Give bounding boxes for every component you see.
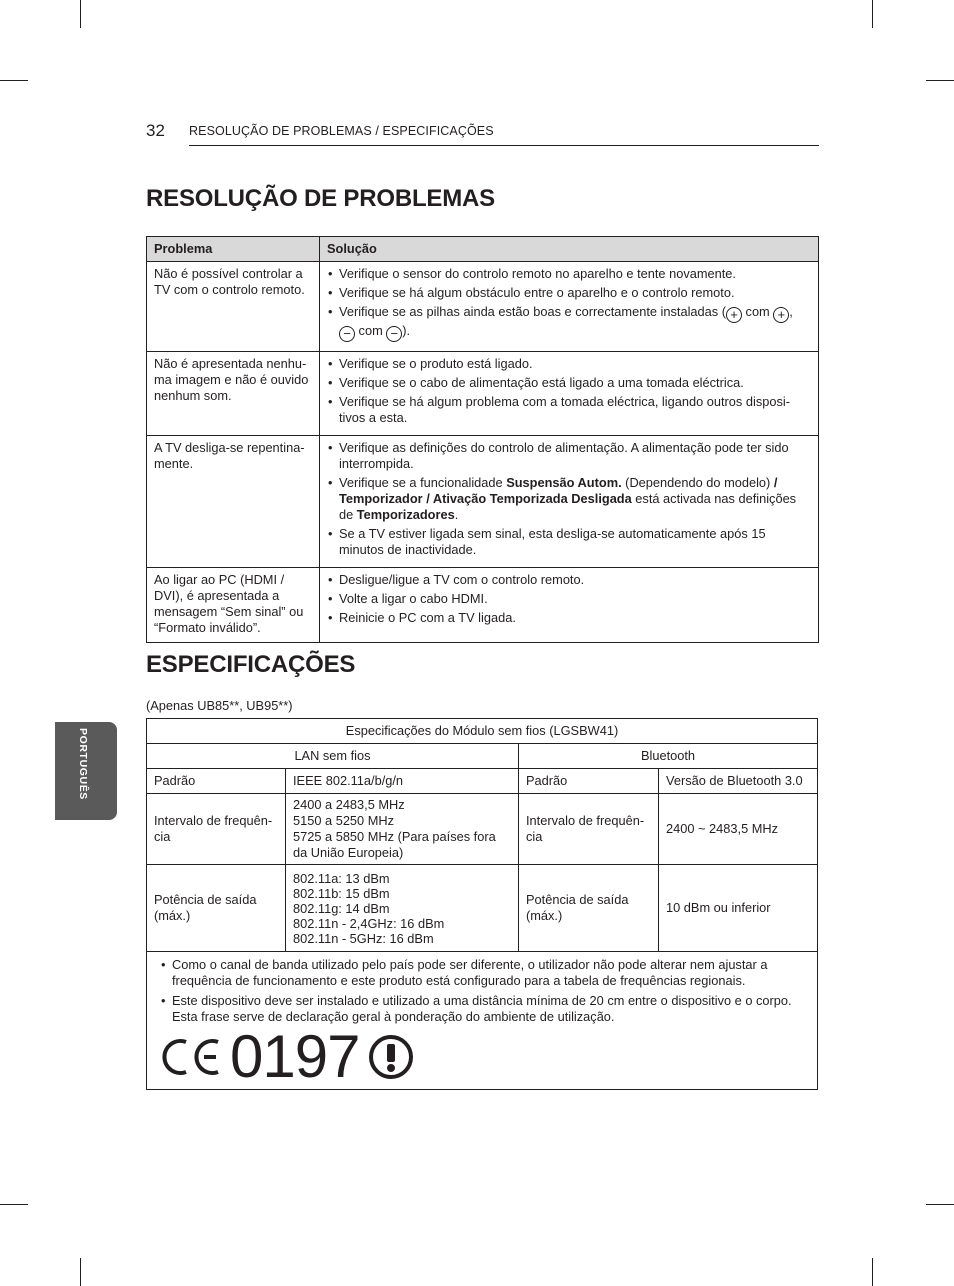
language-tab-label: PORTUGUÊS bbox=[77, 728, 89, 800]
notified-body-number: 0197 bbox=[230, 1023, 360, 1090]
plus-terminal-icon: + bbox=[773, 307, 789, 323]
solution-item: • Verifique o sensor do controlo remoto no aparelho e tente novamente. bbox=[327, 266, 811, 282]
crop-mark bbox=[926, 1204, 954, 1205]
crop-mark bbox=[872, 0, 873, 28]
solution-item: • Verifique se há algum problema com a tomada eléctrica, ligando outros disposi-tivos a esta. bbox=[327, 394, 811, 426]
spec-value: Versão de Bluetooth 3.0 bbox=[659, 769, 818, 794]
col-problem-header: Problema bbox=[147, 237, 320, 262]
spec-label: Intervalo de frequên-cia bbox=[519, 794, 659, 865]
solution-item: • Verifique se o produto está ligado. bbox=[327, 356, 811, 372]
ce-logo-icon bbox=[160, 1037, 224, 1077]
header-rule bbox=[189, 145, 819, 146]
table-row bbox=[147, 794, 818, 865]
solution-cell bbox=[320, 262, 819, 352]
table-row bbox=[147, 436, 819, 568]
table-row bbox=[147, 865, 818, 952]
spec-label: Intervalo de frequên-cia bbox=[147, 794, 286, 865]
solution-item: • Se a TV estiver ligada sem sinal, esta desliga-se automaticamente após 15 minutos de inactividade. bbox=[327, 526, 811, 558]
solution-item: • Verifique se o cabo de alimentação está ligado a uma tomada eléctrica. bbox=[327, 375, 811, 391]
crop-mark bbox=[0, 1204, 28, 1205]
table-row bbox=[147, 744, 818, 769]
running-title: RESOLUÇÃO DE PROBLEMAS / ESPECIFICAÇÕES bbox=[189, 124, 494, 138]
troubleshooting-table bbox=[146, 236, 819, 643]
crop-mark bbox=[926, 80, 954, 81]
bluetooth-header: Bluetooth bbox=[519, 744, 818, 769]
spec-label: Padrão bbox=[519, 769, 659, 794]
notes-cell bbox=[147, 952, 818, 1090]
spec-label: Potência de saída (máx.) bbox=[147, 865, 286, 952]
problem-cell: A TV desliga-se repentina-mente. bbox=[147, 436, 320, 568]
table-row bbox=[147, 262, 819, 352]
solution-item: • Verifique se há algum obstáculo entre o aparelho e o controlo remoto. bbox=[327, 285, 811, 301]
solution-cell bbox=[320, 436, 819, 568]
col-solution-header: Solução bbox=[320, 237, 819, 262]
spec-value: IEEE 802.11a/b/g/n bbox=[286, 769, 519, 794]
problem-cell: Não é apresentada nenhu-ma imagem e não é ouvido nenhum som. bbox=[147, 352, 320, 436]
solution-item: • Verifique se as pilhas ainda estão boas e correctamente instaladas ( + com + , − com − ). bbox=[327, 304, 811, 342]
minus-terminal-icon: − bbox=[339, 326, 355, 342]
ce-mark bbox=[160, 1023, 807, 1090]
specifications-table bbox=[146, 718, 818, 1090]
language-side-tab bbox=[55, 722, 117, 820]
solution-item: • Desligue/ligue a TV com o controlo remoto. bbox=[327, 572, 811, 588]
spec-label: Potência de saída (máx.) bbox=[519, 865, 659, 952]
problem-cell: Não é possível controlar a TV com o controlo remoto. bbox=[147, 262, 320, 352]
problem-cell: Ao ligar ao PC (HDMI / DVI), é apresentada a mensagem “Sem sinal” ou “Formato inválido”. bbox=[147, 568, 320, 643]
minus-terminal-icon: − bbox=[386, 326, 402, 342]
models-note: (Apenas UB85**, UB95**) bbox=[146, 698, 293, 713]
note-item: • Como o canal de banda utilizado pelo país pode ser diferente, o utilizador não pode alterar nem ajustar a frequência de funcionamento e este produto está configurado para a tabela de frequências regionais. bbox=[160, 957, 807, 989]
crop-mark bbox=[872, 1258, 873, 1286]
table-row bbox=[147, 719, 818, 744]
alert-symbol-icon bbox=[367, 1034, 415, 1080]
solution-cell bbox=[320, 352, 819, 436]
crop-mark bbox=[80, 1258, 81, 1286]
spec-label: Padrão bbox=[147, 769, 286, 794]
solution-item: • Verifique as definições do controlo de alimentação. A alimentação pode ter sido interrompida. bbox=[327, 440, 811, 472]
crop-mark bbox=[80, 0, 81, 28]
solution-item: • Volte a ligar o cabo HDMI. bbox=[327, 591, 811, 607]
spec-value: 802.11a: 13 dBm 802.11b: 15 dBm 802.11g: 14 dBm 802.11n - 2,4GHz: 16 dBm 802.11n - 5GHz: 16 dBm bbox=[286, 865, 519, 952]
solution-item: • Verifique se a funcionalidade Suspensão Autom. (Dependendo do modelo) / Temporizador / Ativação Temporizada Desligada está activada nas definições de Temporizadores. bbox=[327, 475, 811, 523]
table-row bbox=[147, 769, 818, 794]
table-row bbox=[147, 952, 818, 1090]
page-number: 32 bbox=[146, 121, 165, 140]
crop-mark bbox=[0, 80, 28, 81]
spec-table-title: Especificações do Módulo sem fios (LGSBW41) bbox=[147, 719, 818, 744]
spec-value: 10 dBm ou inferior bbox=[659, 865, 818, 952]
solution-cell bbox=[320, 568, 819, 643]
table-row bbox=[147, 568, 819, 643]
solution-item: • Reinicie o PC com a TV ligada. bbox=[327, 610, 811, 626]
troubleshooting-title: RESOLUÇÃO DE PROBLEMAS bbox=[146, 185, 495, 212]
table-row bbox=[147, 352, 819, 436]
plus-terminal-icon: + bbox=[726, 307, 742, 323]
lan-header: LAN sem fios bbox=[147, 744, 519, 769]
spec-value: 2400 ~ 2483,5 MHz bbox=[659, 794, 818, 865]
spec-value: 2400 a 2483,5 MHz 5150 a 5250 MHz 5725 a 5850 MHz (Para países fora da União Europeia) bbox=[286, 794, 519, 865]
table-header-row bbox=[147, 237, 819, 262]
note-item: • Este dispositivo deve ser instalado e utilizado a uma distância mínima de 20 cm entre o dispositivo e o corpo. Esta frase serve de declaração geral à ponderação do ambiente de utilização. bbox=[160, 993, 807, 1025]
specifications-title: ESPECIFICAÇÕES bbox=[146, 651, 356, 678]
